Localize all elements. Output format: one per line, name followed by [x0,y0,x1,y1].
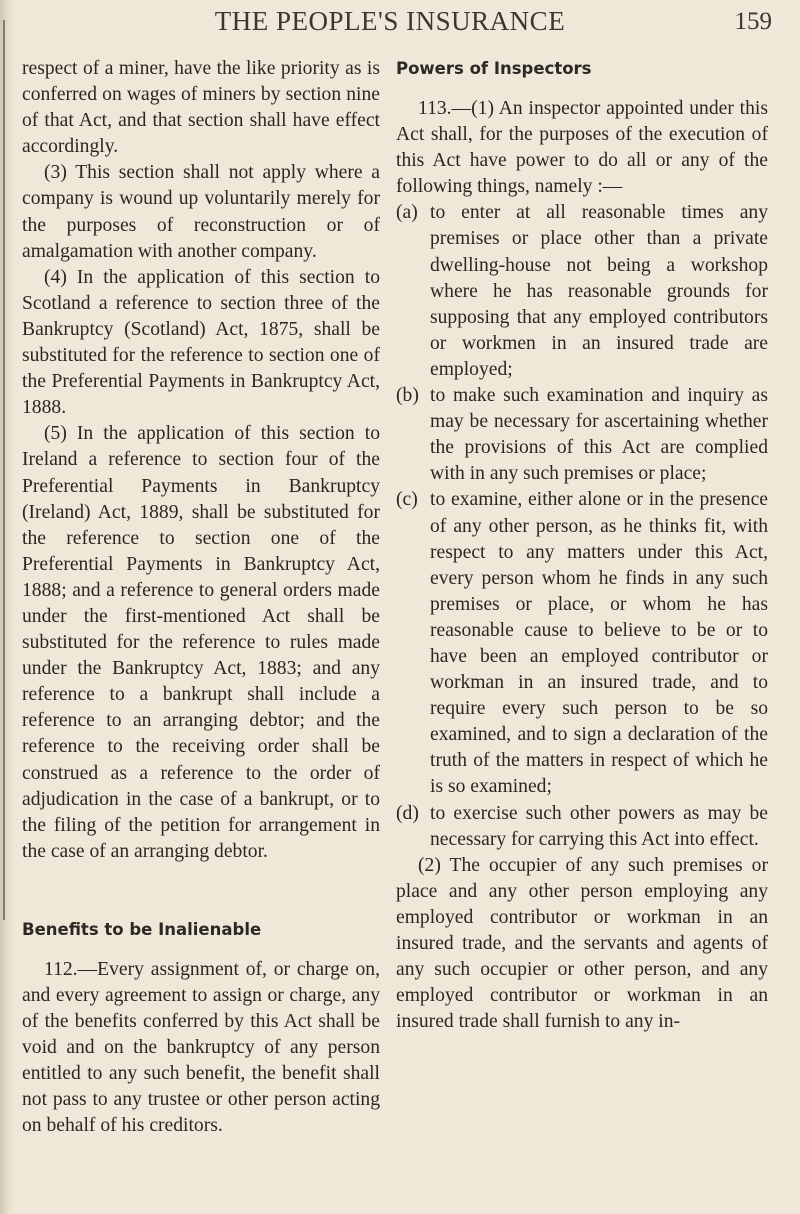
list-text: to make such examination and inquiry as may be necessary for ascertaining whether the provisions of this Act are complied with in any such premises or place; [430,385,768,485]
subsection-5: (5) In the application of this section to Ireland a reference to section four of the Preferential Payments in Bankruptcy (Ireland) Act, 1889, shall be substituted for the reference to section one of the Preferential Payments in Bankruptcy Act, 1888; and a reference to general orders made under the first-mentioned Act shall be substituted for the reference to rules made under the Bankruptcy Act, 1883; and any reference to a bankrupt shall include a reference to an arranging debtor; and the reference to the receiving order shall be construed as a reference to the order of adjudication in the case of a bankrupt, or to the filing of the petition for arrangement in the case of an arranging debtor. [22,423,380,862]
list-item-b [396,383,768,487]
section-heading-benefits: Benefits to be Inalienable [22,919,262,939]
page-header [0,6,800,46]
list-item-d [396,801,768,853]
list-text: to exercise such other powers as may be necessary for carrying this Act into effect. [430,802,768,850]
running-title: THE PEOPLE'S INSURANCE [214,6,566,36]
list-text: to examine, either alone or in the presence of any other person, as he thinks fit, with respect to any matters under this Act, every person whom he finds in any such premises or place, or whom he has reasonable cause to believe to be or to have been an employed contributor or workman in an insured trade, and to require every such person to be so examined, and to sign a declaration of the truth of the matters in respect of which he is so examined; [430,489,768,798]
page-number: 159 [734,8,772,35]
subsection-3: (3) This section shall not apply where a company is wound up voluntarily merely for the purposes of reconstruction or of amalgamation with another company. [22,162,380,262]
subsection-2: (2) The occupier of any such premises or place and any other person employing any employed contributor or workman in an insured trade, and the servants and agents of any such occupier or other person, and any employed contributor or workman in an insured trade shall furnish to any in- [396,854,768,1033]
list-marker: (c) [396,489,418,511]
list-item-a [396,200,768,383]
list-marker: (a) [396,202,418,224]
list-marker: (d) [396,802,419,824]
list-marker: (b) [396,385,419,407]
left-column [22,56,380,1140]
paragraph-continuation: respect of a miner, have the like priority as is conferred on wages of miners by section nine of that Act, and that section shall have effect accordingly. [22,58,380,158]
list-item-c [396,487,768,800]
page-spine-line [3,20,5,920]
right-column [396,56,768,1035]
section-112: 112.—Every assignment of, or charge on, and every agreement to assign or charge, any of the benefits conferred by this Act shall be void and on the bankruptcy of any person entitled to any such benefit, the benefit shall not pass to any trustee or other person acting on behalf of his creditors. [22,958,380,1137]
subsection-4: (4) In the application of this section to Scotland a reference to section three of the Bankruptcy (Scotland) Act, 1875, shall be substituted for the reference to section one of the Preferential Payments in Bankruptcy Act, 1888. [22,266,380,419]
section-heading-inspectors: Powers of Inspectors [396,59,592,78]
list-text: to enter at all reasonable times any premises or place other than a private dwelling-house not being a workshop where he has reasonable grounds for supposing that any employed contributors or workmen in an insured trade are employed; [430,202,768,380]
section-113-intro: 113.—(1) An inspector appointed under this Act shall, for the purposes of the execution of this Act have power to do all or any of the following things, namely :— [396,98,768,198]
